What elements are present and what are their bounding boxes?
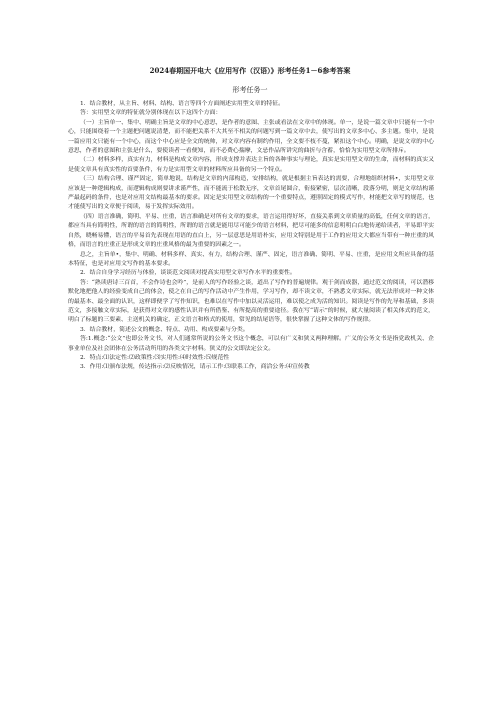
answer-paragraph: （一）主旨单一、集中、明确主旨是文章的中心意思，是作者的意图、主张或看法在文章中的体现。单一，是说一篇文章中只能有一个中心，只能围绕着一个主题把问题说清楚，而不能把关系不大其至不相关的问题写到一篇文章中去，使写出的文章多中心、多主题。集中，是说一篇应用文只能有一个中心，而这个中心应是全文的统帅，对文章内容有制约作用，全文要不枝不蔓，紧扣这个中心。明确，是说文章的中心意思，作者的意图和主张是什么，要使读者一看便知，而不必费心揣摩，文忌作品所讲究的曲折与含蓄，恰恰为实用型文章所排斥。 bbox=[68, 119, 434, 155]
section-title: 形考任务一 bbox=[232, 86, 268, 94]
answer-paragraph: 3．作用:⑴颁布法规，传达指示:⑵反映情况，请示工作:⑶联系工作，商洽公务:⑷宣传教 bbox=[80, 364, 310, 371]
question-paragraph: 2．结合自身学习经历与体验，谈谈范文阅读对提高实用型文章写作水平的重要性。 bbox=[80, 270, 296, 277]
answer-paragraph: 2．特点:⑴法定性:⑵政策性:⑶实用性:⑷时效性:⑸规范性 bbox=[80, 354, 230, 361]
answer-paragraph: （二）材料多样，真实有力，材料是构成文章内容，形成支撑并表达主旨的各种事实与理论，真实是实用型文章的生命，而材料的真实又是使文章具有真实性的首要条件，有力是实用型文章的材料所应具备的另一个特点。 bbox=[68, 157, 434, 173]
answer-paragraph: （四）语言准确，简明、平易、庄重，语言准确是对所有文章的要求，语言运用得好坏，直接关系到文章质量的高低，任何文章的语言，都应当具有简明性，所谓的语言的简明性，所谓的语言就是能用尽可能少的语言材料，把尽可能多的信息明明白白地传递给读者，平易即平实自然，晓畅易懂，语言的平易首先表现在用语的直白上，另一层意思是用语朴实，应用文特别是用于工作的应用文大都应当带有一种庄重的风格，而语言的庄重正是形成文章的庄重风格的最为重要的因素之一。 bbox=[68, 213, 434, 249]
answer-paragraph: 答：实用型文章的特征就分别体现在以下这四个方面： bbox=[80, 110, 222, 117]
question-paragraph: 1．结合教材，从主旨、材料、结构、语言等四个方面阐述实用型文章的特征。 bbox=[80, 101, 285, 107]
answer-paragraph: 答：“熟读唐诗三百首，不会作诗也会吟”，是前人的写作经验之谈，道出了写作的普遍规律。观于剑而成器，通过范文的阅读，可以潜移默化地把他人的经验变成自己的体会，使之在自己的写作活动中产生作用，学习写作，却不读文章，不熟悉文章实际，就无法形成对一种文体的最基本、最全面的认识，这样即便学了写作知识，也难以在写作中加以灵活运用，难以使之成为活的知识。阅读是写作的先导和基础，多读范文，多接触文章实际，是获得对文章的感性认识并有所借鉴、有所提高的重要途径。我在写“请示”的时候，就大量阅读了相关体式的范文，明白了标题的三要素、主送机关的确定，正文语言和格式的使用，常见的结尾语等，很快掌握了这种文体的写作规律。 bbox=[68, 279, 434, 324]
question-paragraph: 3．结合教材，简述公文的概念、特点、功用、构成要素与分类。 bbox=[80, 326, 249, 333]
answer-paragraph: 答:1.概念:“公文”也即公务文书，对人们通常所说的公务文书这个概念，可以有广义和狭义两种理解。广义的公务文书是指党政机关、企事业单位及社会团体在公务活动所用的各类文字材料。狭义的公文即法定公文。 bbox=[68, 336, 434, 352]
document-title: 2024春期国开电大《应用写作（汉语）》形考任务1－6参考答案 bbox=[149, 66, 351, 75]
answer-paragraph: （三）结构合理、谨严固定，简单地说，结构是文章的内部构造，安排结构，就是根据主旨表达的需要，合理地组织材料•，实用型文章应该是一种逻辑构成，而逻辑构成则要讲求谨严性，而不能流于松散无序，文章首尾圆合，衔接紧密，层次清晰，段落分明，则是文章结构谨严最起码的条件，也是对应用文结构最基本的要求。固定是实用型文章结构的一个重要特点，遵照固定的模式写作，材能把文章写的规范，也才能使写出的文章便于阅读，易于发挥实际效用。 bbox=[68, 176, 434, 211]
answer-paragraph: 总之，主旨单•，集中、明确、材料多样、真实、有力，结构合理、谨严、固定，语言准确、简明、平易、庄重，是应用文所应具备的基本特征，也是对应用文写作的基本要求。 bbox=[68, 251, 434, 267]
document-body bbox=[68, 100, 434, 373]
